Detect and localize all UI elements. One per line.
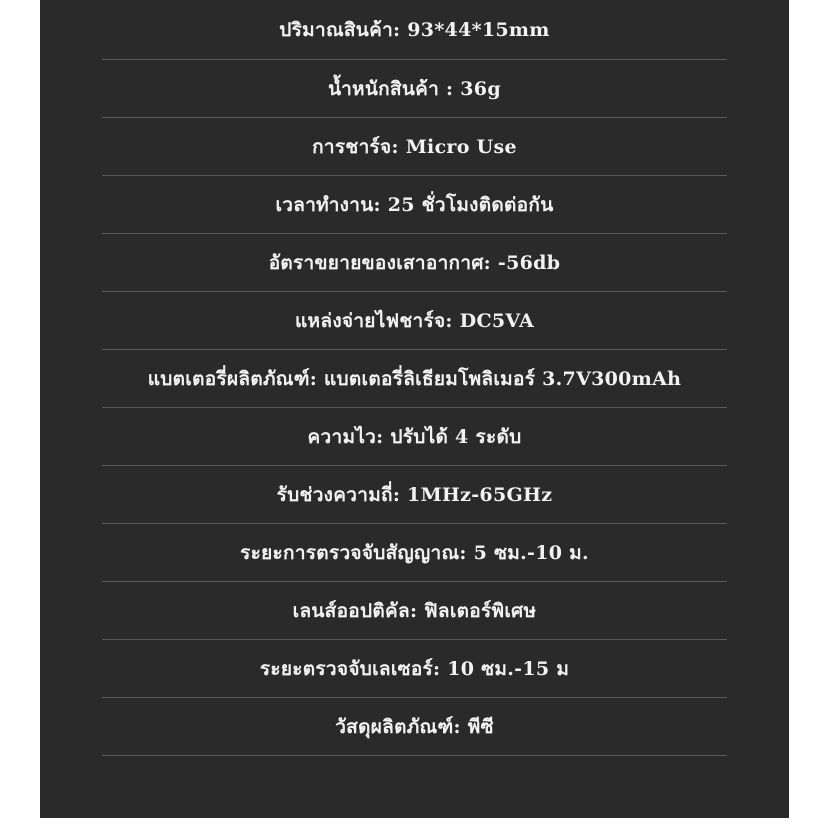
spec-text: วัสดุผลิตภัณฑ์: พีซี [335, 715, 494, 738]
spec-list [102, 0, 727, 756]
spec-text: เลนส์ออปติคัล: ฟิลเตอร์พิเศษ [292, 599, 537, 622]
spec-text: น้ำหนักสินค้า : 36g [328, 77, 501, 100]
spec-row-working-time [102, 176, 727, 234]
spec-row-laser-range [102, 640, 727, 698]
spec-text: ระยะการตรวจจับสัญญาณ: 5 ซม.-10 ม. [240, 541, 589, 564]
spec-text: แหล่งจ่ายไฟชาร์จ: DC5VA [295, 309, 534, 332]
spec-row-frequency [102, 466, 727, 524]
spec-row-charging [102, 118, 727, 176]
spec-text: ระยะตรวจจับเลเซอร์: 10 ซม.-15 ม [259, 657, 570, 680]
spec-text: การชาร์จ: Micro Use [312, 135, 517, 158]
spec-row-signal-range [102, 524, 727, 582]
spec-row-sensitivity [102, 408, 727, 466]
spec-row-antenna-gain [102, 234, 727, 292]
spec-text: รับช่วงความถี่: 1MHz-65GHz [276, 483, 553, 506]
spec-row-battery [102, 350, 727, 408]
spec-text: ความไว: ปรับได้ 4 ระดับ [307, 425, 522, 448]
spec-text: อัตราขยายของเสาอากาศ: -56db [268, 251, 561, 274]
spec-text: แบตเตอรี่ผลิตภัณฑ์: แบตเตอรี่ลิเธียมโพลิเมอร์ 3.7V300mAh [147, 367, 682, 390]
spec-row-power-supply [102, 292, 727, 350]
spec-panel [40, 0, 789, 818]
spec-text: เวลาทำงาน: 25 ชั่วโมงติดต่อกัน [275, 193, 554, 216]
spec-row-size [102, 0, 727, 60]
spec-text: ปริมาณสินค้า: 93*44*15mm [279, 18, 550, 41]
spec-row-weight [102, 60, 727, 118]
spec-row-material [102, 698, 727, 756]
spec-row-optical-lens [102, 582, 727, 640]
